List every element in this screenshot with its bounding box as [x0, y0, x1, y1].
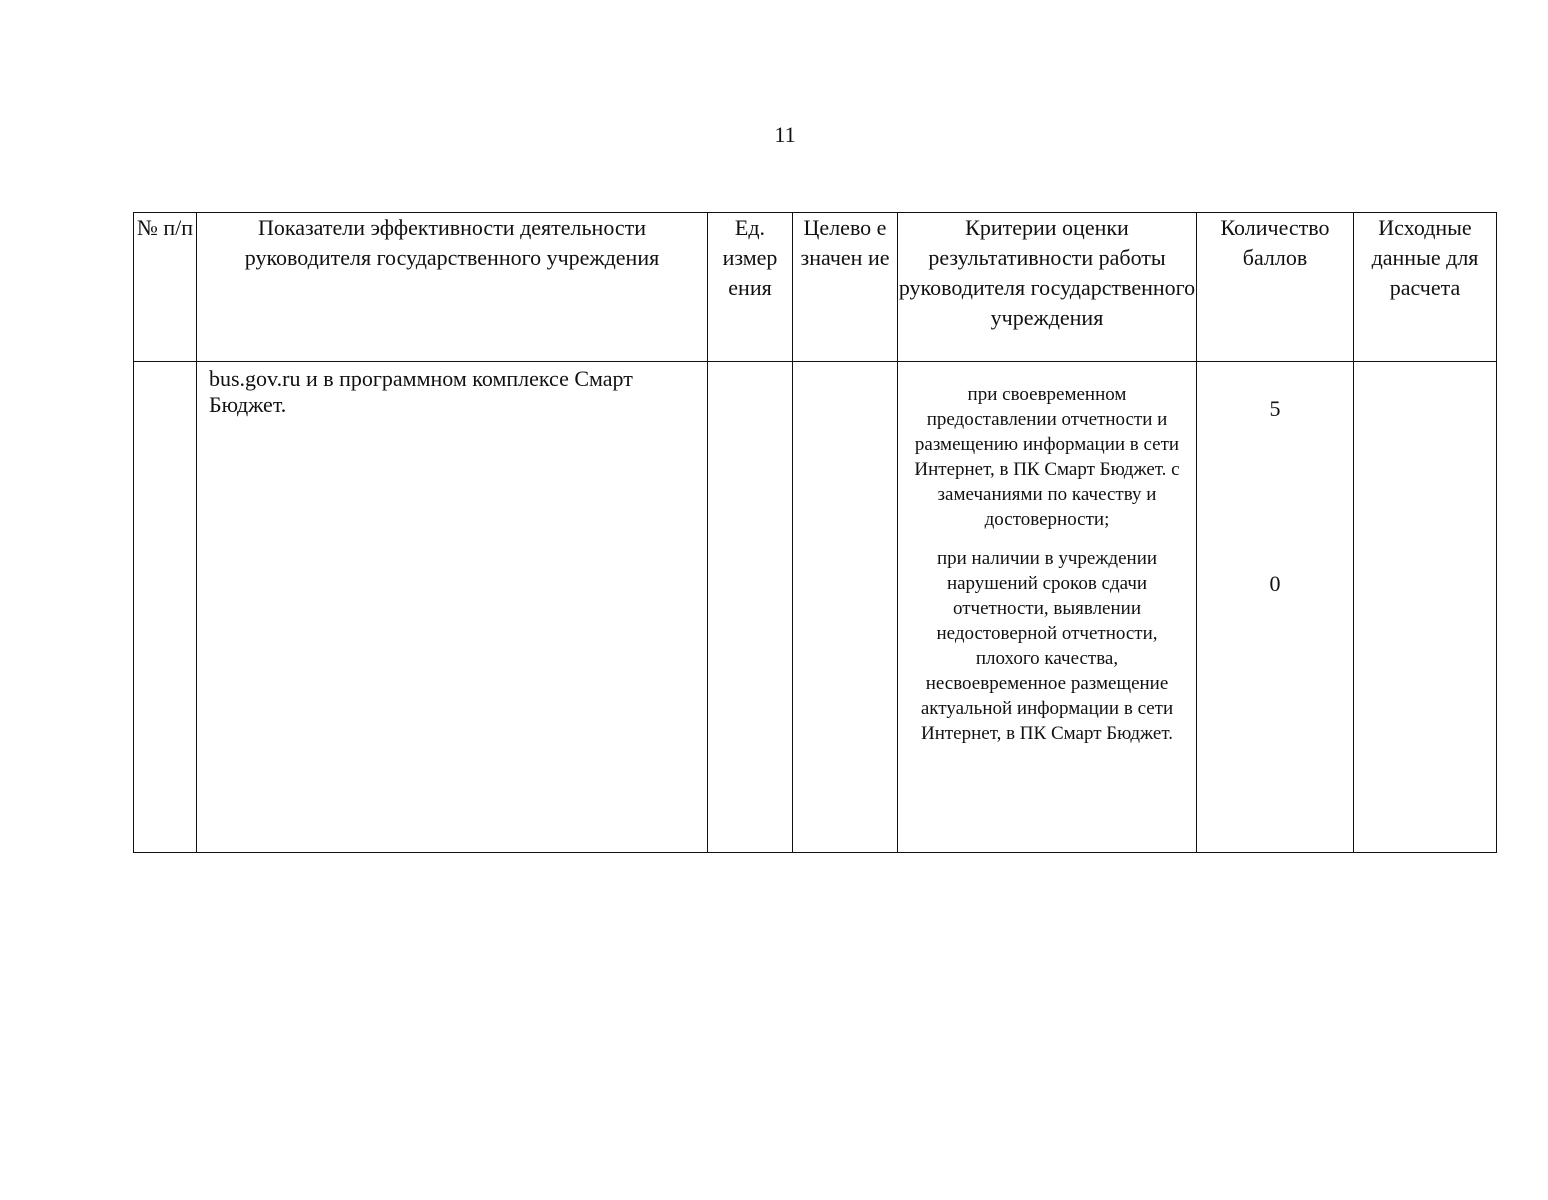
header-unit: Ед. измер ения [708, 213, 793, 362]
header-target: Целево е значен ие [793, 213, 898, 362]
cell-indicator [197, 362, 708, 853]
criterion-1-points: 5 [1269, 396, 1281, 421]
header-num: № п/п [134, 213, 197, 362]
cell-target [793, 362, 898, 853]
cell-unit [708, 362, 793, 853]
header-points: Количество баллов [1197, 213, 1354, 362]
header-source: Исходные данные для расчета [1354, 213, 1497, 362]
criterion-2-text: при наличии в учреждении нарушений сроков сдачи отчетности, выявлении недостоверной отчетности, плохого качества, несвоевременное размещение актуальной информации в сети Интернет, в ПК Смарт Бюджет. [920, 548, 1174, 744]
page-number: 11 [774, 122, 796, 147]
indicator-text: bus.gov.ru и в программном комплексе Смарт Бюджет. [209, 366, 633, 417]
cell-num [134, 362, 197, 853]
header-criteria: Критерии оценки результативности работы руководителя государственного учреждения [898, 213, 1197, 362]
performance-table [133, 212, 1497, 853]
header-indicators: Показатели эффективности деятельности руководителя государственного учреждения [197, 213, 708, 362]
table-header-row [134, 213, 1497, 362]
cell-criteria [898, 362, 1197, 853]
criterion-1-text: при своевременном предоставлении отчетности и размещению информации в сети Интернет, в ПК Смарт Бюджет. с замечаниями по качеству и достоверности; [914, 384, 1180, 530]
criterion-2-points: 0 [1269, 571, 1281, 596]
cell-source [1354, 362, 1497, 853]
cell-points [1197, 362, 1354, 853]
table-row [134, 362, 1497, 853]
